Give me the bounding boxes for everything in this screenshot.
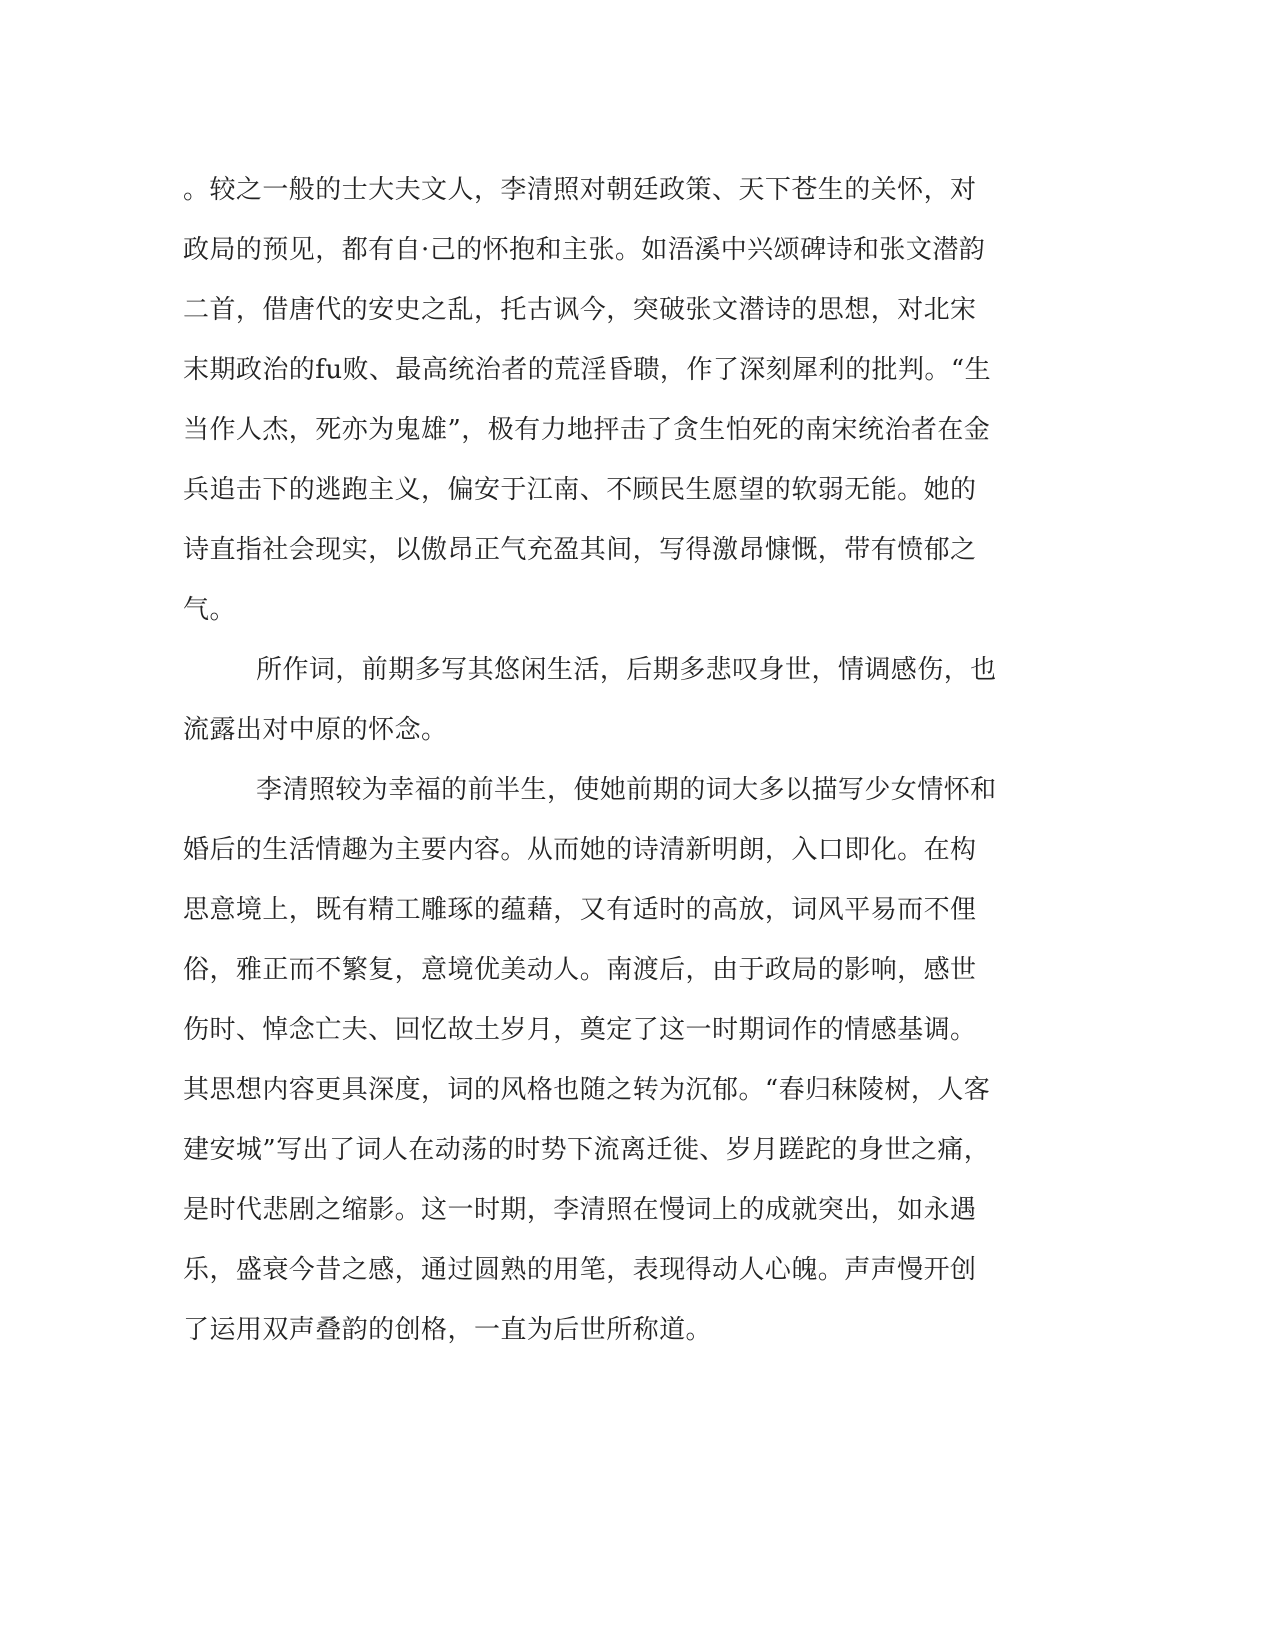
paragraph-1-line-8: 气。 xyxy=(183,595,236,625)
paragraph-3-line-9: 乐，盛衰今昔之感，通过圆熟的用笔，表现得动人心魄。声声慢开创 xyxy=(183,1255,977,1285)
paragraph-3-line-3: 思意境上，既有精工雕琢的蕴藉，又有适时的高放，词风平易而不俚 xyxy=(183,895,977,925)
paragraph-3-line-4: 俗，雅正而不繁复，意境优美动人。南渡后，由于政局的影响，感世 xyxy=(183,955,977,985)
paragraph-1-line-4: 末期政治的fu败、最高统治者的荒淫昏聩，作了深刻犀利的批判。“生 xyxy=(183,355,992,385)
paragraph-3-line-10: 了运用双声叠韵的创格，一直为后世所称道。 xyxy=(183,1315,713,1345)
paragraph-1-line-2: 政局的预见，都有自·己的怀抱和主张。如浯溪中兴颂碑诗和张文潜韵 xyxy=(183,235,986,265)
paragraph-1-line-1: 。较之一般的士大夫文人，李清照对朝廷政策、天下苍生的关怀，对 xyxy=(183,175,977,205)
paragraph-1-line-3: 二首，借唐代的安史之乱，托古讽今，突破张文潜诗的思想，对北宋 xyxy=(183,295,977,325)
paragraph-3-line-7: 建安城”写出了词人在动荡的时势下流离迁徙、岁月蹉跎的身世之痛， xyxy=(183,1135,991,1165)
paragraph-1-line-7: 诗直指社会现实，以傲昂正气充盈其间，写得激昂慷慨，带有愤郁之 xyxy=(183,535,977,565)
paragraph-1-line-6: 兵追击下的逃跑主义，偏安于江南、不顾民生愿望的软弱无能。她的 xyxy=(183,475,977,505)
paragraph-3-line-2: 婚后的生活情趣为主要内容。从而她的诗清新明朗，入口即化。在构 xyxy=(183,835,977,865)
paragraph-2-line-1: 所作词，前期多写其悠闲生活，后期多悲叹身世，情调感伤，也 xyxy=(256,655,997,685)
paragraph-1-line-5: 当作人杰，死亦为鬼雄”，极有力地抨击了贪生怕死的南宋统治者在金 xyxy=(183,415,991,445)
paragraph-3-line-8: 是时代悲剧之缩影。这一时期，李清照在慢词上的成就突出，如永遇 xyxy=(183,1195,977,1225)
paragraph-3-line-6: 其思想内容更具深度，词的风格也随之转为沉郁。“春归秣陵树，人客 xyxy=(183,1075,991,1105)
paragraph-2-line-2: 流露出对中原的怀念。 xyxy=(183,715,448,745)
paragraph-3-line-5: 伤时、悼念亡夫、回忆故土岁月，奠定了这一时期词作的情感基调。 xyxy=(183,1015,977,1045)
paragraph-3-line-1: 李清照较为幸福的前半生，使她前期的词大多以描写少女情怀和 xyxy=(256,775,997,805)
body-text xyxy=(183,160,1063,1360)
